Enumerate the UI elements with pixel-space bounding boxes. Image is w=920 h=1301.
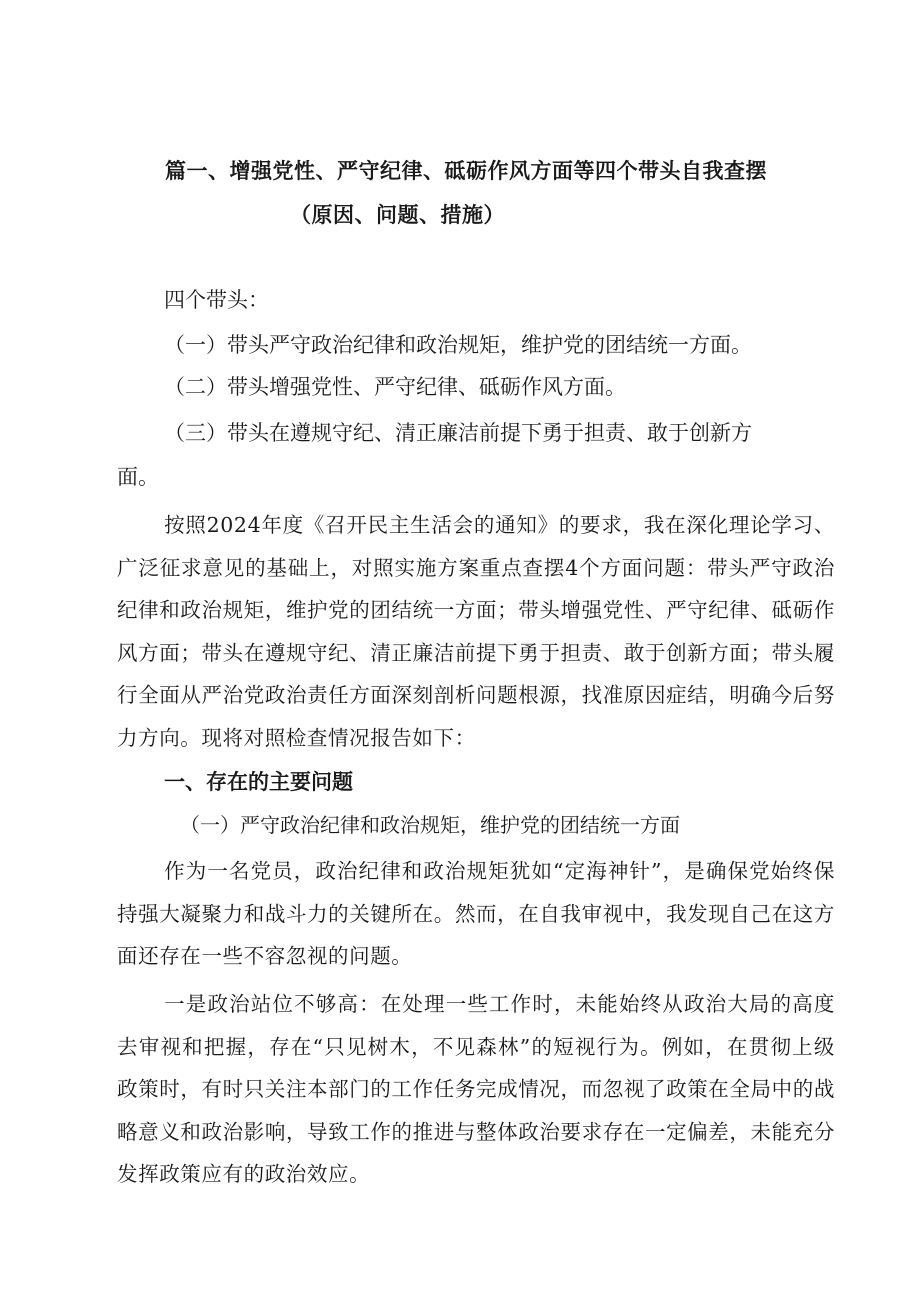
intro-label: 四个带头： [164, 288, 269, 312]
list-item-3-line2: 面。 [117, 465, 159, 489]
subsection-heading-1: （一）严守政治纪律和政治规矩，维护党的团结统一方面 [180, 813, 680, 837]
paragraph-3: 一是政治站位不够高：在处理一些工作时，未能始终从政治大局的高度去审视和把握，存在“只见树木，不见森林”的短视行为。例如，在贯彻上级政策时，有时只关注本部门的工作任务完成情况，而忽视了政策在全局中的战略意义和政治影响，导致工作的推进与整体政治要求存在一定偏差，未能充分发挥政策应有的政治效应。 [117, 992, 835, 1187]
list-item-1: （一）带头严守政治纪律和政治规矩，维护党的团结统一方面。 [164, 333, 752, 357]
document-title-line2: （原因、问题、措施） [290, 203, 505, 227]
section-heading-1: 一、存在的主要问题 [164, 770, 353, 794]
document-title-line1: 篇一、增强党性、严守纪律、砥砺作风方面等四个带头自我查摆 [165, 159, 767, 183]
paragraph-main: 按照2024年度《召开民主生活会的通知》的要求，我在深化理论学习、广泛征求意见的基础上，对照实施方案重点查摆4个方面问题：带头严守政治纪律和政治规矩，维护党的团结统一方面；带头增强党性、严守纪律、砥砺作风方面；带头在遵规守纪、清正廉洁前提下勇于担责、敢于创新方面；带头履行全面从严治党政治责任方面深刻剖析问题根源，找准原因症结，明确今后努力方向。现将对照检查情况报告如下： [117, 513, 835, 750]
paragraph-2: 作为一名党员，政治纪律和政治规矩犹如“定海神针”，是确保党始终保持强大凝聚力和战斗力的关键所在。然而，在自我审视中，我发现自己在这方面还存在一些不容忽视的问题。 [117, 859, 835, 969]
list-item-2: （二）带头增强党性、严守纪律、砥砺作风方面。 [164, 375, 626, 399]
list-item-3-line1: （三）带头在遵规守纪、清正廉洁前提下勇于担责、敢于创新方 [164, 421, 752, 445]
